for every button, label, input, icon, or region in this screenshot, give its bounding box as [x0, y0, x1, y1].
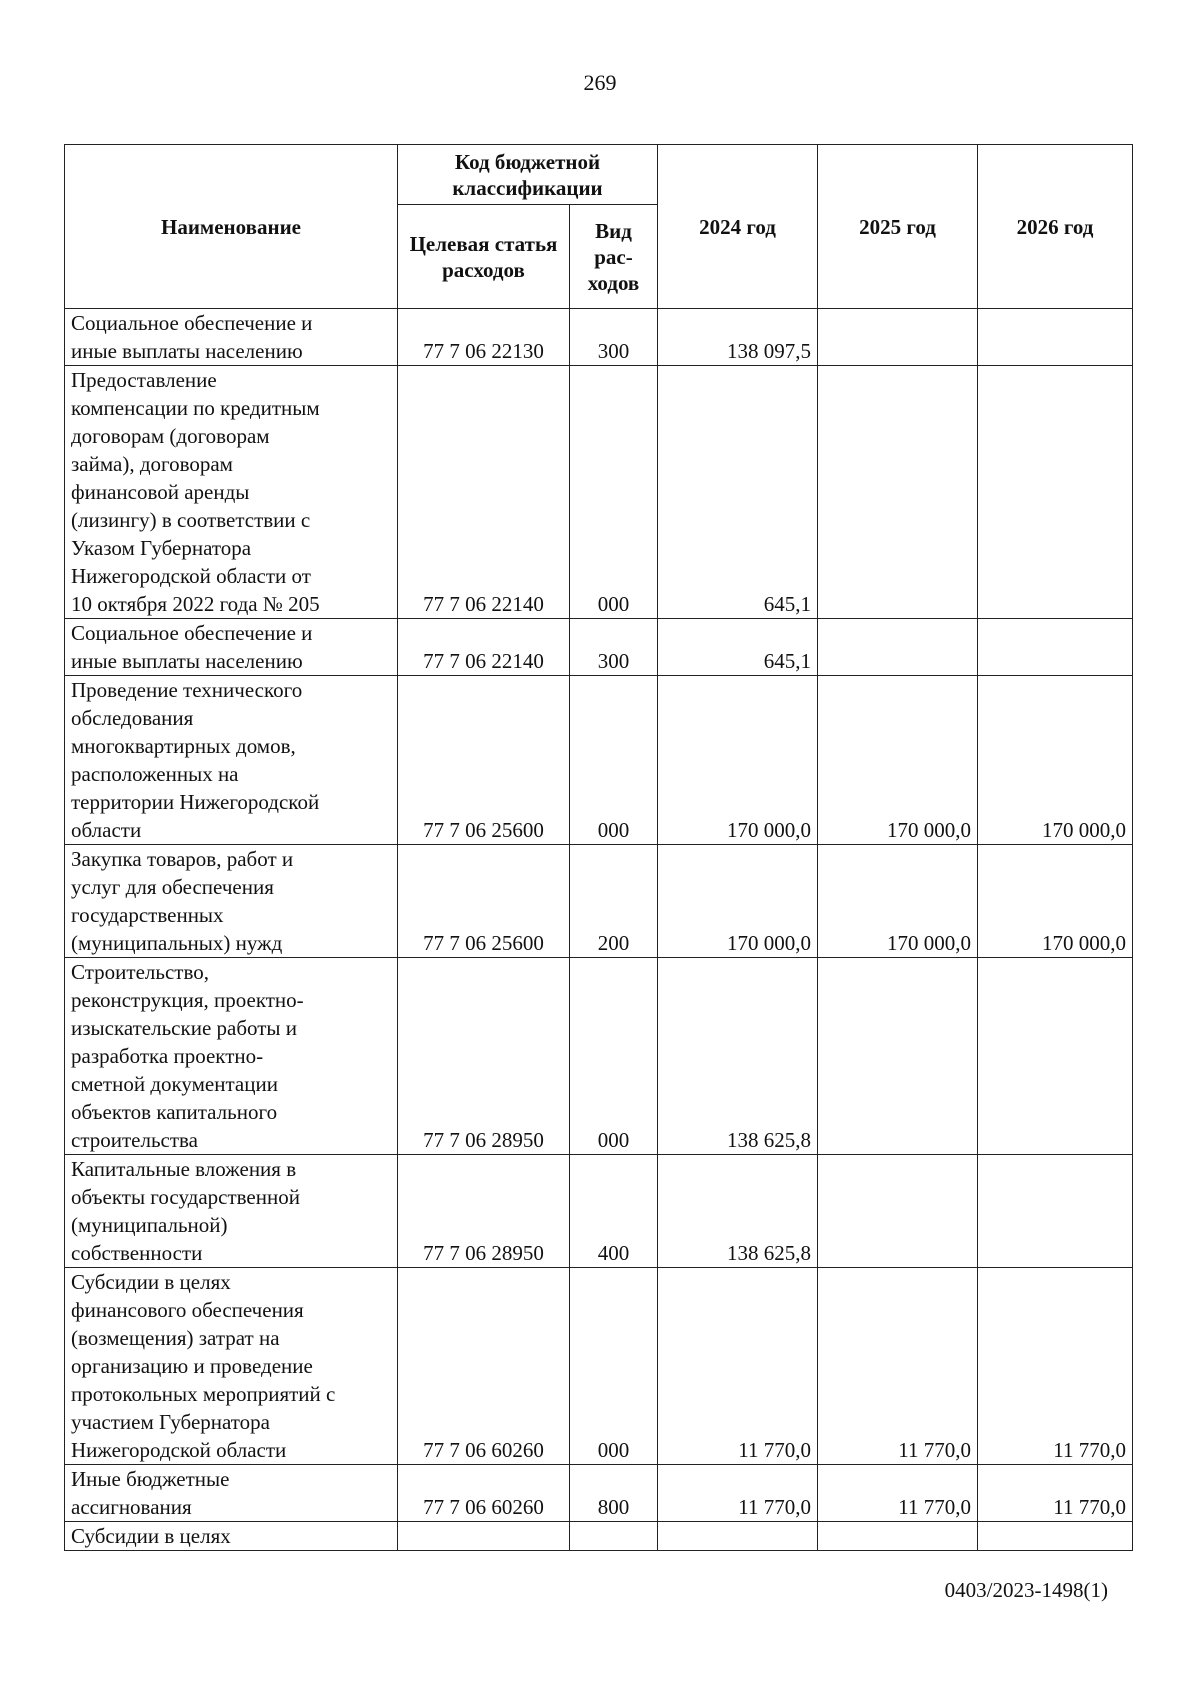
row-2024-cell: 11 770,0 — [658, 1465, 818, 1522]
row-target-code-cell: 77 7 06 60260 — [398, 1268, 570, 1465]
row-2025-cell — [818, 366, 978, 619]
row-name-cell: Закупка товаров, работ и услуг для обеспечения государственных (муниципальных) нужд — [65, 845, 398, 958]
row-name-cell: Строительство, реконструкция, проектно- изыскательские работы и разработка проектно- сметной документации объектов капитального строительства — [65, 958, 398, 1155]
row-expense-type-cell: 300 — [570, 309, 658, 366]
table-row — [65, 1522, 1133, 1551]
row-expense-type-cell — [570, 1522, 658, 1551]
row-2025-cell — [818, 958, 978, 1155]
table-row — [65, 1268, 1133, 1465]
table-row — [65, 1155, 1133, 1268]
document-number: 0403/2023-1498(1) — [944, 1578, 1108, 1602]
row-target-code-cell: 77 7 06 25600 — [398, 845, 570, 958]
row-name-cell: Субсидии в целях финансового обеспечения (возмещения) затрат на организацию и проведение протокольных мероприятий с участием Губернатора Нижегородской области — [65, 1268, 398, 1465]
row-target-code-cell: 77 7 06 28950 — [398, 958, 570, 1155]
table-row — [65, 676, 1133, 845]
row-2024-cell — [658, 1522, 818, 1551]
row-2026-cell: 11 770,0 — [978, 1465, 1133, 1522]
row-2024-cell: 170 000,0 — [658, 845, 818, 958]
row-2026-cell — [978, 1522, 1133, 1551]
header-target-article: Целевая статья расходов — [398, 205, 570, 309]
header-name: Наименование — [65, 145, 398, 309]
table-row — [65, 619, 1133, 676]
row-name-cell: Социальное обеспечение и иные выплаты населению — [65, 619, 398, 676]
row-2024-cell: 138 097,5 — [658, 309, 818, 366]
row-2026-cell: 170 000,0 — [978, 845, 1133, 958]
header-2026: 2026 год — [978, 145, 1133, 309]
table-row — [65, 309, 1133, 366]
row-target-code-cell — [398, 1522, 570, 1551]
row-name-cell: Предоставление компенсации по кредитным договорам (договорам займа), договорам финансовой аренды (лизингу) в соответствии с Указом Губернатора Нижегородской области от 10 октября 2022 года № 205 — [65, 366, 398, 619]
row-expense-type-cell: 800 — [570, 1465, 658, 1522]
row-2026-cell — [978, 958, 1133, 1155]
row-name-cell: Иные бюджетные ассигнования — [65, 1465, 398, 1522]
table-row — [65, 958, 1133, 1155]
row-2025-cell: 170 000,0 — [818, 676, 978, 845]
row-2025-cell: 11 770,0 — [818, 1268, 978, 1465]
page-number: 269 — [583, 70, 617, 95]
row-2025-cell — [818, 619, 978, 676]
row-name-cell: Субсидии в целях — [65, 1522, 398, 1551]
row-expense-type-cell: 200 — [570, 845, 658, 958]
row-target-code-cell: 77 7 06 22140 — [398, 366, 570, 619]
table-row — [65, 366, 1133, 619]
row-2024-cell: 645,1 — [658, 619, 818, 676]
row-2025-cell — [818, 309, 978, 366]
header-expense-type: Вид рас-ходов — [570, 205, 658, 309]
table-row — [65, 845, 1133, 958]
row-target-code-cell: 77 7 06 25600 — [398, 676, 570, 845]
row-expense-type-cell: 300 — [570, 619, 658, 676]
row-expense-type-cell: 000 — [570, 366, 658, 619]
row-2025-cell — [818, 1155, 978, 1268]
row-2024-cell: 11 770,0 — [658, 1268, 818, 1465]
row-2024-cell: 170 000,0 — [658, 676, 818, 845]
row-expense-type-cell: 000 — [570, 1268, 658, 1465]
row-name-cell: Проведение технического обследования многоквартирных домов, расположенных на территории Нижегородской области — [65, 676, 398, 845]
row-expense-type-cell: 400 — [570, 1155, 658, 1268]
row-2025-cell: 11 770,0 — [818, 1465, 978, 1522]
row-2025-cell — [818, 1522, 978, 1551]
header-code-group: Код бюджетной классификации — [398, 145, 658, 205]
row-name-cell: Капитальные вложения в объекты государственной (муниципальной) собственности — [65, 1155, 398, 1268]
budget-table — [64, 144, 1133, 1551]
row-2026-cell — [978, 309, 1133, 366]
row-2025-cell: 170 000,0 — [818, 845, 978, 958]
row-2024-cell: 138 625,8 — [658, 1155, 818, 1268]
table-body — [65, 309, 1133, 1551]
row-target-code-cell: 77 7 06 22140 — [398, 619, 570, 676]
table-row — [65, 1465, 1133, 1522]
row-2026-cell — [978, 619, 1133, 676]
header-2025: 2025 год — [818, 145, 978, 309]
row-2024-cell: 645,1 — [658, 366, 818, 619]
row-2026-cell: 11 770,0 — [978, 1268, 1133, 1465]
row-target-code-cell: 77 7 06 28950 — [398, 1155, 570, 1268]
row-name-cell: Социальное обеспечение и иные выплаты населению — [65, 309, 398, 366]
row-expense-type-cell: 000 — [570, 676, 658, 845]
row-2026-cell: 170 000,0 — [978, 676, 1133, 845]
row-2024-cell: 138 625,8 — [658, 958, 818, 1155]
row-2026-cell — [978, 366, 1133, 619]
row-expense-type-cell: 000 — [570, 958, 658, 1155]
row-2026-cell — [978, 1155, 1133, 1268]
header-2024: 2024 год — [658, 145, 818, 309]
row-target-code-cell: 77 7 06 60260 — [398, 1465, 570, 1522]
row-target-code-cell: 77 7 06 22130 — [398, 309, 570, 366]
